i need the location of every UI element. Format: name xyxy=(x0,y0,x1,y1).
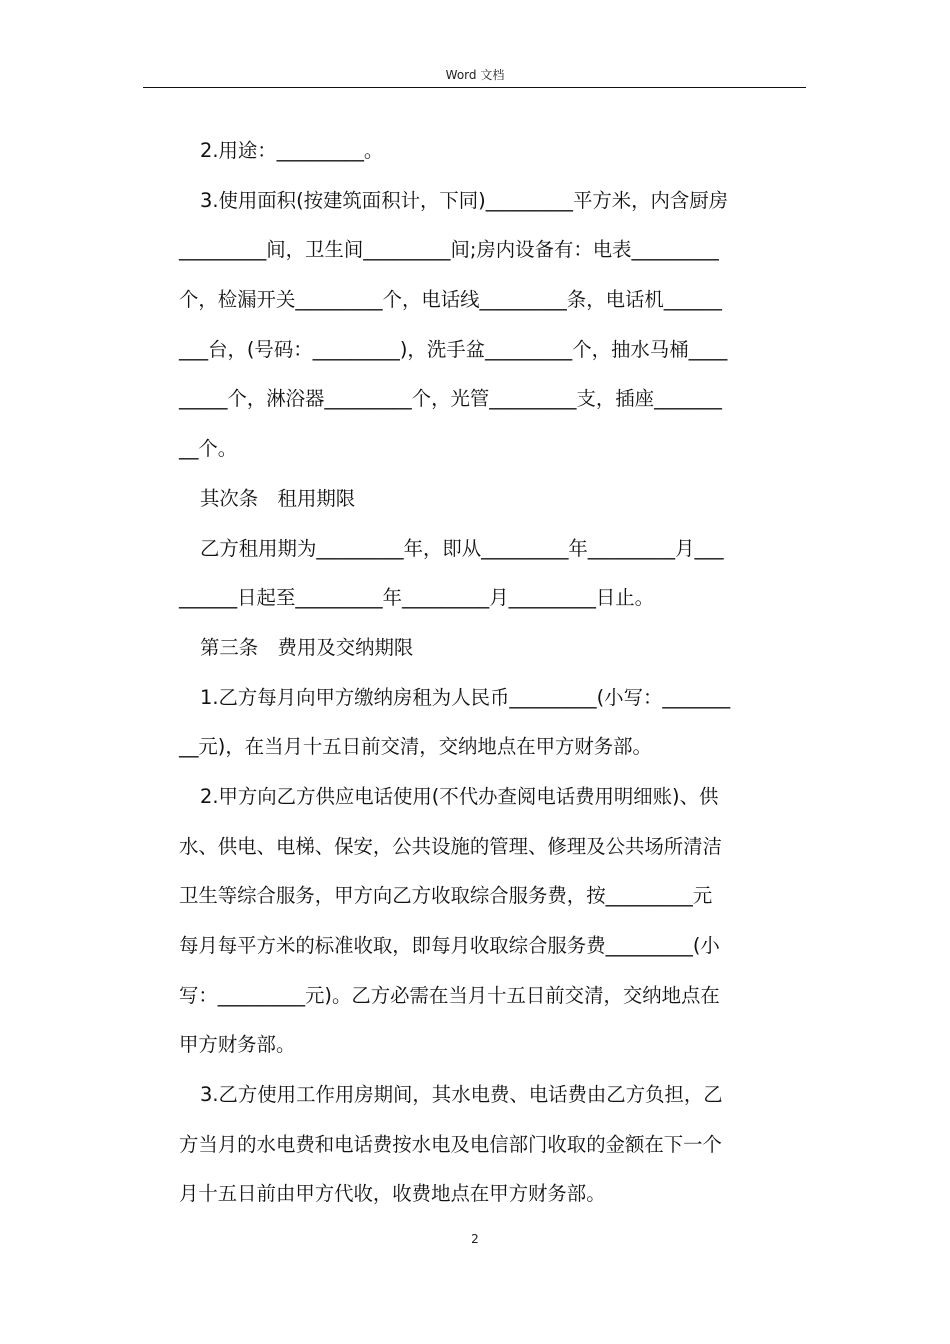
paragraph-line: 2.甲方向乙方供应电话使用(不代办查阅电话费用明细账)、供 xyxy=(200,784,719,808)
paragraph-line: 写：_________元)。乙方必需在当月十五日前交清，交纳地点在 xyxy=(179,983,720,1007)
paragraph-line: 个，检漏开关_________个，电话线_________条，电话机______ xyxy=(179,288,722,312)
paragraph-line: 月十五日前由甲方代收，收费地点在甲方财务部。 xyxy=(179,1182,606,1206)
paragraph-line: 卫生等综合服务，甲方向乙方收取综合服务费，按_________元 xyxy=(179,884,713,908)
section-heading: 第三条 费用及交纳期限 xyxy=(200,635,414,659)
paragraph-line: _________间，卫生间_________间;房内设备有：电表_________ xyxy=(179,238,719,262)
paragraph-line: 2.用途：_________。 xyxy=(200,139,384,162)
paragraph-line: 每月每平方米的标准收取，即每月收取综合服务费_________(小 xyxy=(179,934,720,957)
paragraph-line: 3.使用面积(按建筑面积计，下同)_________平方米，内含厨房 xyxy=(200,188,729,212)
paragraph-line: 水、供电、电梯、保安，公共设施的管理、修理及公共场所清洁 xyxy=(179,834,722,858)
section-heading: 其次条 租用期限 xyxy=(200,486,356,510)
document-body xyxy=(179,126,809,1219)
paragraph-line: ______日起至_________年_________月_________日止。 xyxy=(179,586,655,610)
document-header-title: Word 文档 xyxy=(445,68,505,82)
page-number: 2 xyxy=(471,1232,479,1246)
paragraph-line: 3.乙方使用工作用房期间，其水电费、电话费由乙方负担，乙 xyxy=(200,1083,723,1107)
paragraph-line: __元)，在当月十五日前交清，交纳地点在甲方财务部。 xyxy=(179,735,652,759)
paragraph-line: __个。 xyxy=(179,437,238,461)
paragraph-line: 方当月的水电费和电话费按水电及电信部门收取的金额在下一个 xyxy=(179,1132,722,1156)
paragraph-line: ___台，(号码：_________)，洗手盆_________个，抽水马桶____ xyxy=(179,337,728,361)
header-divider xyxy=(143,87,806,88)
paragraph-line: 甲方财务部。 xyxy=(179,1033,296,1057)
paragraph-line: 乙方租用期为_________年，即从_________年_________月___ xyxy=(200,536,724,560)
paragraph-line: 1.乙方每月向甲方缴纳房租为人民币_________(小写：_______ xyxy=(200,685,731,709)
paragraph-line: _____个，淋浴器_________个，光管_________支，插座_______ xyxy=(179,387,722,411)
